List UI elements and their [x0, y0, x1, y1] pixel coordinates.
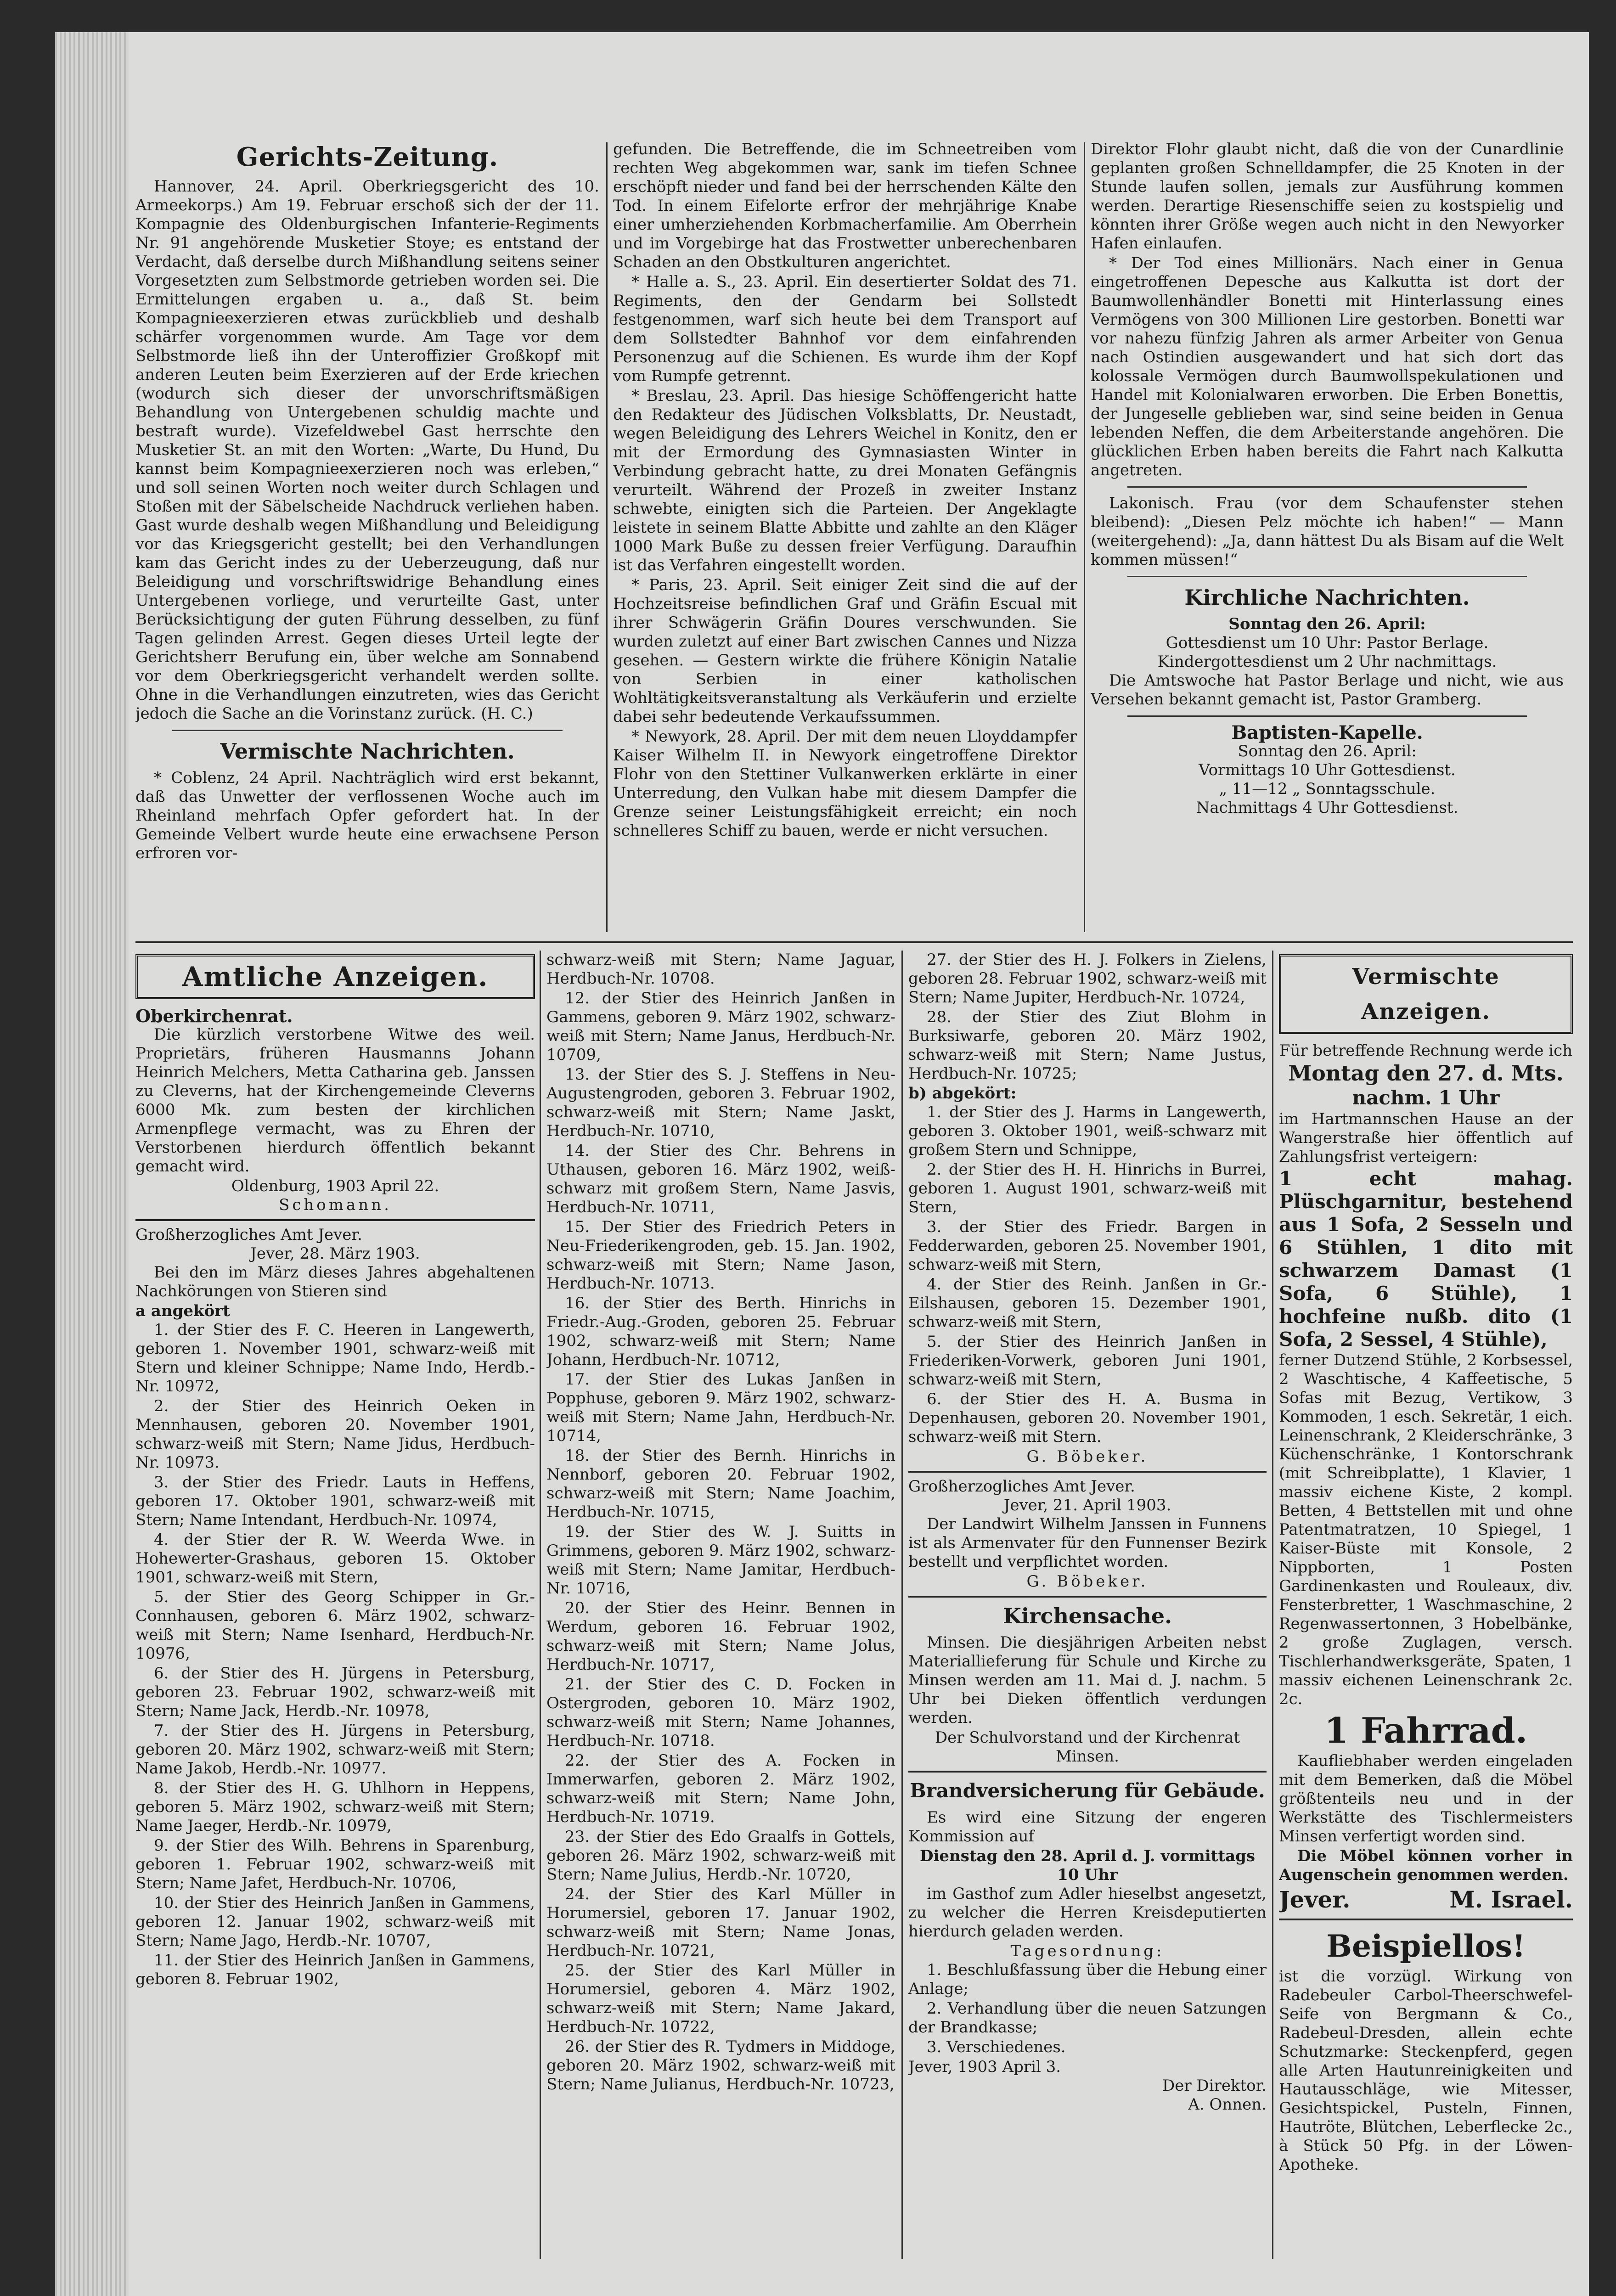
beispiellos-title: Beispiellos!	[1326, 1928, 1526, 1964]
amt-section-a: a angekört	[135, 1302, 230, 1320]
divider	[172, 730, 563, 731]
church-line-1: Gottesdienst um 10 Uhr: Pastor Berlage.	[1166, 634, 1489, 652]
bull-item: 2. der Stier des Heinrich Oeken in Mennhausen, geboren 20. November 1901, schwarz-weiß mit Stern; Name Jidus, Herdbuch-Nr. 10973.	[135, 1397, 535, 1472]
article-lakonisch: Lakonisch. Frau (vor dem Schaufenster stehen bleibend): „Diesen Pelz möchte ich haben!“ — Mann (weitergehend): „Ja, dann hättest Du als Bisam auf die Welt kommen müssen!“	[1091, 494, 1564, 569]
article-halle: * Halle a. S., 23. April. Ein desertierter Soldat des 71. Regiments, den der Gendarm bei Sollstedt festgenommen, warf sich heute bei dem Transport auf dem Sollstedter Bahnhof vor dem einfahrenden Personenzug auf die Schienen. Es wurde ihm der Kopf vom Rumpfe getrennt.	[613, 273, 1077, 385]
column-divider	[606, 142, 608, 932]
bull-item: 25. der Stier des Karl Müller in Horumersiel, geboren 4. März 1902, schwarz-weiß mit Stern; Name Jakard, Herdbuch-Nr. 10722,	[546, 1961, 895, 2036]
bull-item: 8. der Stier des H. G. Uhlhorn in Heppens, geboren 5. März 1902, schwarz-weiß mit Stern; Name Jaeger, Herdb.-Nr. 10979,	[135, 1779, 535, 1835]
column-1-lower	[135, 951, 535, 2264]
bull-item: 5. der Stier des Heinrich Janßen in Friederiken-Vorwerk, geboren Juni 1901, schwarz-weiß mit Stern,	[908, 1333, 1267, 1389]
column-3-upper	[1091, 140, 1564, 932]
auction-intro: Für betreffende Rechnung werde ich	[1279, 1041, 1573, 1060]
tagesordnung-item: 1. Beschlußfassung über die Hebung einer Anlage;	[908, 1961, 1267, 1998]
box-title-amtliche-anzeigen: Amtliche Anzeigen.	[135, 954, 535, 999]
amt-title: Großherzogliches Amt Jever.	[135, 1226, 362, 1244]
brandversicherung-text-1: Es wird eine Sitzung der engeren Kommission auf	[908, 1808, 1267, 1846]
article-millionaer: * Der Tod eines Millionärs. Nach einer in Genua eingetroffenen Depesche aus Kalkutta ist dort der Baumwollenhändler Bonetti mit Hinterlassung eines Vermögens von 300 Millionen Lire gestorben. Bonetti war vor nahezu fünfzig Jahren als armer Arbeiter von Genua nach Ostindien ausgewandert und hat sich dort das kolossale Vermögen durch Baumwollspekulationen und Handel mit Kolonialwaren erworben. Die Erben Bonettis, der Jungeselle geblieben war, sind seine beiden in Genua lebenden Neffen, die dem Arbeiterstande angehören. Die glücklichen Erben haben bereits die Fahrt nach Kalkutta angetreten.	[1091, 254, 1564, 479]
bull-item: 2. der Stier des H. H. Hinrichs in Burrei, geboren 1. August 1901, schwarz-weiß mit Stern,	[908, 1160, 1267, 1216]
bull-item: 26. der Stier des R. Tydmers in Middoge, geboren 20. März 1902, schwarz-weiß mit Stern; Name Julianus, Herdbuch-Nr. 10723,	[546, 2037, 895, 2093]
section-title-kirchliche-nachrichten: Kirchliche Nachrichten.	[1184, 585, 1470, 610]
bull-item: 10. der Stier des Heinrich Janßen in Gammens, geboren 12. Januar 1902, schwarz-weiß mit Stern; Name Jago, Herdb.-Nr. 10707,	[135, 1894, 535, 1950]
bull-item: 11. der Stier des Heinrich Janßen in Gammens, geboren 8. Februar 1902,	[135, 1951, 535, 1988]
church-line-2: Kindergottesdienst um 2 Uhr nachmittags.	[1157, 653, 1497, 671]
bull-item: 19. der Stier des W. J. Suitts in Grimmens, geboren 9. März 1902, schwarz-weiß mit Stern; Name Jamitar, Herdbuch-Nr. 10716,	[546, 1523, 895, 1598]
kirchensache-sign-1: Der Schulvorstand und der Kirchenrat	[935, 1728, 1240, 1747]
baptist-date: Sonntag den 26. April:	[1238, 742, 1417, 760]
kirchensache-text: Minsen. Die diesjährigen Arbeiten nebst Materiallieferung für Schule und Kirche zu Minsen werden am 11. Mai d. J. nachm. 5 Uhr bei Dieken öffentlich verdungen werden.	[908, 1633, 1267, 1727]
auction-time: nachm. 1 Uhr	[1352, 1086, 1500, 1109]
newspaper-page	[55, 32, 1589, 2296]
auction-sign-name: M. Israel.	[1449, 1886, 1573, 1913]
divider	[1127, 486, 1527, 488]
amt2-date: Jever, 21. April 1903.	[1003, 1496, 1171, 1514]
divider	[908, 1471, 1267, 1473]
bull-item: 28. der Stier des Ziut Blohm in Burksiwarfe, geboren 20. März 1902, schwarz-weiß mit Stern; Name Justus, Herdbuch-Nr. 10725;	[908, 1008, 1267, 1083]
bull-item: 14. der Stier des Chr. Behrens in Uthausen, geboren 16. März 1902, weiß-schwarz mit großem Stern, Name Jasvis, Herdbuch-Nr. 10711,	[546, 1142, 895, 1216]
church-line-3: Die Amtswoche hat Pastor Berlage und nicht, wie aus Versehen bekannt gemacht ist, Pastor Gramberg.	[1091, 671, 1564, 709]
bull-item: 3. der Stier des Friedr. Bargen in Fedderwarden, geboren 25. November 1901, schwarz-weiß mit Stern,	[908, 1218, 1267, 1274]
signature: G. Böbeker.	[1026, 1572, 1149, 1591]
section-divider	[135, 941, 1573, 943]
oberkirchenrat-text: Die kürzlich verstorbene Witwe des weil. Proprietärs, früheren Hausmanns Johann Heinrich Melchers, Metta Catharina geb. Janssen zu Cleverns, hat der Kirchengemeinde Cleverns 6000 Mk. zum besten der kirchlichen Armenpflege vermacht, was zu Ehren der Verstorbenen hierdurch öffentlich bekannt gemacht wird.	[135, 1025, 535, 1176]
kirchensache-title: Kirchensache.	[1002, 1604, 1172, 1628]
bull-item: 6. der Stier des H. A. Busma in Depenhausen, geboren 20. November 1901, schwarz-weiß mit Stern.	[908, 1390, 1267, 1446]
column-4-lower	[1279, 951, 1573, 2264]
bull-item: 1. der Stier des J. Harms in Langewerth, geboren 3. Oktober 1901, weiß-schwarz mit großem Stern und Schnippe,	[908, 1103, 1267, 1159]
bull-item: schwarz-weiß mit Stern; Name Jaguar, Herdbuch-Nr. 10708.	[546, 951, 895, 988]
auction-fahrrad: 1 Fahrrad.	[1324, 1710, 1528, 1751]
column-divider	[1084, 142, 1085, 932]
baptist-line-3: Nachmittags 4 Uhr Gottesdienst.	[1196, 799, 1458, 817]
column-2-upper	[613, 140, 1077, 932]
section-b-title: b) abgekört:	[908, 1084, 1017, 1103]
bull-item: 20. der Stier des Heinr. Bennen in Werdum, geboren 16. Februar 1902, schwarz-weiß mit Stern; Name Jolus, Herdbuch-Nr. 10717,	[546, 1599, 895, 1674]
beispiellos-text: ist die vorzügl. Wirkung von Radebeuler Carbol-Theerschwefel-Seife von Bergmann & Co., Radebeul-Dresden, allein echte Schutzmarke: Steckenpferd, gegen alle Arten Hautunreinigkeiten und Hautausschläge, wie Mitesser, Gesichtspickel, Pusteln, Finnen, Hautröte, Blütchen, Leberflecke 2c., à Stück 50 Pfg. in der Löwen-Apotheke.	[1279, 1967, 1573, 2174]
bull-item: 12. der Stier des Heinrich Janßen in Gammens, geboren 9. März 1902, schwarz-weiß mit Stern; Name Janus, Herdbuch-Nr. 10709,	[546, 989, 895, 1064]
oberkirchenrat-date: Oldenburg, 1903 April 22.	[231, 1177, 439, 1195]
baptist-line-2: „ 11—12 „ Sonntagsschule.	[1219, 780, 1436, 798]
auction-list: ferner Dutzend Stühle, 2 Korbsessel, 2 Waschtische, 4 Kaffeetische, 5 Sofas mit Bezug, Vertikow, 3 Kommoden, 1 esch. Sekretär, 1 eich. Leinenschrank, 2 Kleiderschränke, 3 Küchenschränke, 1 Kontorschrank (mit Schreibplatte), 1 Klavier, 1 massiv eichene Kiste, 2 kompl. Betten, 4 Bettstellen mit und ohne Patentmatratzen, 10 Spiegel, 1 Kaiser-Büste mit Konsole, 2 Nippborten, 1 Posten Gardinenkasten und Rouleaux, div. Fensterbretter, 1 Waschmaschine, 2 Regenwassertonnen, 3 Hobelbänke, 2 große Zuglagen, versch. Tischlerhandwerksgeräte, Spaten, 1 massiv eichenen Leinenschrank 2c. 2c.	[1279, 1351, 1573, 1708]
oberkirchenrat-sign: Schomann.	[279, 1196, 392, 1214]
divider	[1279, 1919, 1573, 1920]
bull-item: 13. der Stier des S. J. Steffens in Neu-Augustengroden, geboren 3. Februar 1902, schwarz-weiß mit Stern; Name Jaskt, Herdbuch-Nr. 10710,	[546, 1065, 895, 1140]
bull-item: 5. der Stier des Georg Schipper in Gr.-Connhausen, geboren 6. März 1902, schwarz-weiß mit Stern; Name Isenhard, Herdbuch-Nr. 10976,	[135, 1588, 535, 1663]
column-2-lower	[546, 951, 895, 2264]
brandversicherung-date: Dienstag den 28. April d. J. vormittags 10 Uhr	[919, 1847, 1256, 1884]
bull-item: 27. der Stier des H. J. Folkers in Zielens, geboren 28. Februar 1902, schwarz-weiß mit Stern; Name Jupiter, Herdbuch-Nr. 10724,	[908, 951, 1267, 1007]
article-coblenz-cont: gefunden. Die Betreffende, die im Schneetreiben vom rechten Weg abgekommen war, sank im tiefen Schnee erschöpft nieder und fand bei der herrschenden Kälte den Tod. In einem Eifelorte erfror der mehrjährige Knabe einer umherziehenden Korbmacherfamilie. Am Oberrhein und im Vorgebirge hat das Frostwetter unberechenbaren Schaden an den Obstkulturen angerichtet.	[613, 140, 1077, 271]
bull-item: 3. der Stier des Friedr. Lauts in Heffens, geboren 17. Oktober 1901, schwarz-weiß mit Stern; Name Intendant, Herdbuch-Nr. 10974,	[135, 1473, 535, 1529]
bull-item: 17. der Stier des Lukas Janßen in Popphuse, geboren 9. März 1902, schwarz-weiß mit Stern; Name Jahn, Herdbuch-Nr. 10714,	[546, 1370, 895, 1445]
article-coblenz: * Coblenz, 24 April. Nachträglich wird erst bekannt, daß das Unwetter der verflossenen Woche auch im Rheinland mehrfach Opfer gefordert hat. In der Gemeinde Velbert wurde heute eine erwachsene Person erfroren vor-	[135, 769, 599, 862]
box-title-vermischte-anzeigen: Vermischte Anzeigen.	[1279, 954, 1573, 1034]
amt-date: Jever, 28. März 1903.	[250, 1244, 420, 1263]
auction-date: Montag den 27. d. Mts.	[1288, 1061, 1564, 1086]
column-divider	[540, 951, 541, 2259]
bull-item: 24. der Stier des Karl Müller in Horumersiel, geboren 17. Januar 1902, schwarz-weiß mit Stern; Name Jonas, Herdbuch-Nr. 10721,	[546, 1885, 895, 1960]
section-title-vermischte-nachrichten: Vermischte Nachrichten.	[220, 739, 515, 764]
bull-item: 4. der Stier des Reinh. Janßen in Gr.-Eilshausen, geboren 15. Dezember 1901, schwarz-weiß mit Stern,	[908, 1275, 1267, 1331]
divider	[1127, 715, 1527, 717]
baptist-line-1: Vormittags 10 Uhr Gottesdienst.	[1199, 761, 1456, 779]
brandversicherung-title: Brandversicherung für Gebäude.	[910, 1779, 1265, 1802]
tagesordnung-item: 3. Verschiedenes.	[927, 2038, 1066, 2056]
baptist-title: Baptisten-Kapelle.	[1231, 722, 1423, 743]
amt-intro: Bei den im März dieses Jahres abgehaltenen Nachkörungen von Stieren sind	[135, 1263, 535, 1300]
article-newyork: * Newyork, 28. April. Der mit dem neuen Lloyddampfer Kaiser Wilhelm II. in Newyork eingetroffene Direktor Flohr von den Stettiner Vulkanwerken erklärte in einer Unterredung, den Vulkan habe mit diesem Dampfer die Grenze seiner Leistungsfähigkeit erreicht; ein noch schnelleres Schiff zu bauen, werde er nicht versuchen.	[613, 727, 1077, 840]
kirchensache-sign-2: Minsen.	[1056, 1747, 1119, 1766]
brandversicherung-sign-2: A. Onnen.	[1188, 2095, 1267, 2114]
auction-note: Kaufliebhaber werden eingeladen mit dem Bemerken, daß die Möbel größtenteils neu und in der Werkstätte des Tischlermeisters Minsen verfertigt worden sind.	[1279, 1752, 1573, 1846]
auction-place: im Hartmannschen Hause an der Wangerstraße hier öffentlich auf Zahlungsfrist verteigern:	[1279, 1110, 1573, 1166]
tagesordnung-item: 2. Verhandlung über die neuen Satzungen der Brandkasse;	[908, 1999, 1267, 2037]
divider	[1127, 576, 1527, 577]
brandversicherung-sign-1: Der Direktor.	[1162, 2077, 1267, 2095]
divider	[135, 1219, 535, 1221]
auction-sign-place: Jever.	[1279, 1886, 1351, 1913]
bull-item: 15. Der Stier des Friedrich Peters in Neu-Friederikengroden, geb. 15. Jan. 1902, schwarz-weiß mit Stern; Name Jason, Herdbuch-Nr. 10713.	[546, 1218, 895, 1293]
bull-item: 1. der Stier des F. C. Heeren in Langewerth, geboren 1. November 1901, schwarz-weiß mit Stern und kleiner Schnippe; Name Indo, Herdb.-Nr. 10972,	[135, 1321, 535, 1396]
article-paris: * Paris, 23. April. Seit einiger Zeit sind die auf der Hochzeitsreise befindlichen Graf und Gräfin Escual mit ihrer Schwägerin Gräfin Doures verschwunden. Sie wurden zuletzt auf einer Bart zwischen Cannes und Nizza gesehen. — Gestern wirkte die frühere Königin Natalie von Serbien in einer katholischen Wohltätigkeitsveranstaltung als Verkäuferin und erzielte dabei sehr bedeutende Verkaufssummen.	[613, 576, 1077, 726]
bull-item: 16. der Stier des Berth. Hinrichs in Friedr.-Aug.-Groden, geboren 25. Februar 1902, schwarz-weiß mit Stern; Name Johann, Herdbuch-Nr. 10712,	[546, 1294, 895, 1369]
amt2-text: Der Landwirt Wilhelm Janssen in Funnens ist als Armenvater für den Funnenser Bezirk bestellt und verpflichtet worden.	[908, 1515, 1267, 1571]
bull-item: 6. der Stier des H. Jürgens in Petersburg, geboren 23. Februar 1902, schwarz-weiß mit Stern; Name Jack, Herdb.-Nr. 10978,	[135, 1664, 535, 1720]
article-hannover: Hannover, 24. April. Oberkriegsgericht des 10. Armeekorps.) Am 19. Februar erschoß sich der der 11. Kompagnie des Oldenburgischen Infanterie-Regiments Nr. 91 angehörende Musketier Stoye; es entstand der Verdacht, daß derselbe durch Mißhandlung seitens seiner Vorgesetzten zum Selbstmorde getrieben worden sei. Die Ermittelungen ergaben u. a., daß St. beim Kompagnieexerzieren etwas zurückblieb und deshalb schärfer vorgenommen wurde. Am Tage vor dem Selbstmorde ließ ihn der Unteroffizier Großkopf mit anderen Leuten beim Exerzieren auf der Erde kriechen (wodurch sich dieser der unvorschriftsmäßigen Behandlung von Untergebenen schuldig machte und bestraft wurde). Vizefeldwebel Gast herrschte den Musketier St. an mit den Worten: „Warte, Du Hund, Du kannst beim Kompagnieexerzieren noch was erleben,“ und soll seinen Worten noch weiter durch Schlagen und Stoßen mit der Säbelscheide Nachdruck verliehen haben. Gast wurde deshalb wegen Mißhandlung und Beleidigung vor das Kriegsgericht gestellt; bei den Verhandlungen kam das Gericht indes zu der Ueberzeugung, daß nur Beleidigung und vorschriftswidrige Behandlung eines Untergebenen vorliege, und verurteilte Gast, unter Berücksichtigung der guten Führung desselben, zu fünf Tagen gelinden Arrest. Gegen dieses Urteil legte der Gerichtsherr Berufung ein, über welche am Sonnabend vor dem Oberkriegsgericht verhandelt werden sollte. Ohne in die Verhandlungen einzutreten, wies das Gericht jedoch die Sache an die Vorinstanz zurück. (H. C.)	[135, 177, 599, 723]
article-newyork-cont: Direktor Flohr glaubt nicht, daß die von der Cunardlinie geplanten großen Schnelldampfer, die 25 Knoten in der Stunde laufen sollen, jemals zur Ausführung kommen werden. Derartige Riesenschiffe seien zu kostspielig und könnten ihrer Größe wegen auch nicht in den Newyorker Hafen einlaufen.	[1091, 140, 1564, 253]
oberkirchenrat-title: Oberkirchenrat.	[135, 1006, 293, 1026]
auction-main-items: 1 echt mahag. Plüschgarnitur, bestehend aus 1 Sofa, 2 Sesseln und 6 Stühlen, 1 dito mit schwarzem Damast (1 Sofa, 6 Stühle), 1 hochfeine nußb. dito (1 Sofa, 2 Sessel, 4 Stühle),	[1279, 1167, 1573, 1351]
bull-item: 4. der Stier der R. W. Weerda Wwe. in Hohewerter-Grashaus, geboren 15. Oktober 1901, schwarz-weiß mit Stern,	[135, 1531, 535, 1587]
bull-item: 7. der Stier des H. Jürgens in Petersburg, geboren 20. März 1902, schwarz-weiß mit Stern; Name Jakob, Herdb.-Nr. 10977.	[135, 1722, 535, 1778]
bull-item: 22. der Stier des A. Focken in Immerwarfen, geboren 2. März 1902, schwarz-weiß mit Stern; Name John, Herdbuch-Nr. 10719.	[546, 1751, 895, 1826]
page-binding-edge	[55, 32, 129, 2296]
brandversicherung-place: Jever, 1903 April 3.	[908, 2058, 1061, 2076]
column-3-lower	[908, 951, 1267, 2264]
bull-item: 23. der Stier des Edo Graalfs in Gottels, geboren 26. März 1902, schwarz-weiß mit Stern; Name Julius, Herdb.-Nr. 10720,	[546, 1828, 895, 1884]
bull-item: 9. der Stier des Wilh. Behrens in Sparenburg, geboren 1. Februar 1902, schwarz-weiß mit Stern; Name Jafet, Herdbuch-Nr. 10706,	[135, 1836, 535, 1892]
brandversicherung-text-2: im Gasthof zum Adler hieselbst angesetzt, zu welcher die Herren Kreisdeputierten hierdurch geladen werden.	[908, 1885, 1267, 1941]
column-1-upper	[135, 138, 599, 932]
amt2-title: Großherzogliches Amt Jever.	[908, 1477, 1135, 1496]
auction-viewing: Die Möbel können vorher in Augenschein genommen werden.	[1279, 1847, 1573, 1884]
divider	[908, 1596, 1267, 1598]
divider	[908, 1771, 1267, 1773]
church-date: Sonntag den 26. April:	[1228, 615, 1426, 633]
auction-signature	[1279, 1885, 1573, 1914]
column-divider	[901, 951, 903, 2259]
article-breslau: * Breslau, 23. April. Das hiesige Schöffengericht hatte den Redakteur des Jüdischen Volksblatts, Dr. Neustadt, wegen Beleidigung des Lehrers Weichel in Konitz, den er mit der Ermordung des Gymnasiasten Winter in Verbindung gebracht hatte, zu drei Monaten Gefängnis verurteilt. Während der Prozeß in zweiter Instanz schwebte, einigten sich die Parteien. Der Angeklagte leistete in seinem Blatte Abbitte und zahlte an den Kläger 1000 Mark Buße zu dessen freier Verfügung. Daraufhin ist das Verfahren eingestellt worden.	[613, 387, 1077, 574]
section-title-gerichts-zeitung: Gerichts-Zeitung.	[236, 142, 499, 172]
signature: G. Böbeker.	[1026, 1447, 1149, 1466]
tagesordnung-title: Tagesordnung:	[1010, 1942, 1165, 1960]
column-divider	[1272, 951, 1273, 2259]
bull-item: 18. der Stier des Bernh. Hinrichs in Nennborf, geboren 20. Februar 1902, schwarz-weiß mit Stern; Name Joachim, Herdbuch-Nr. 10715,	[546, 1446, 895, 1521]
bull-item: 21. der Stier des C. D. Focken in Ostergroden, geboren 10. März 1902, schwarz-weiß mit Stern; Name Johannes, Herdbuch-Nr. 10718.	[546, 1675, 895, 1750]
